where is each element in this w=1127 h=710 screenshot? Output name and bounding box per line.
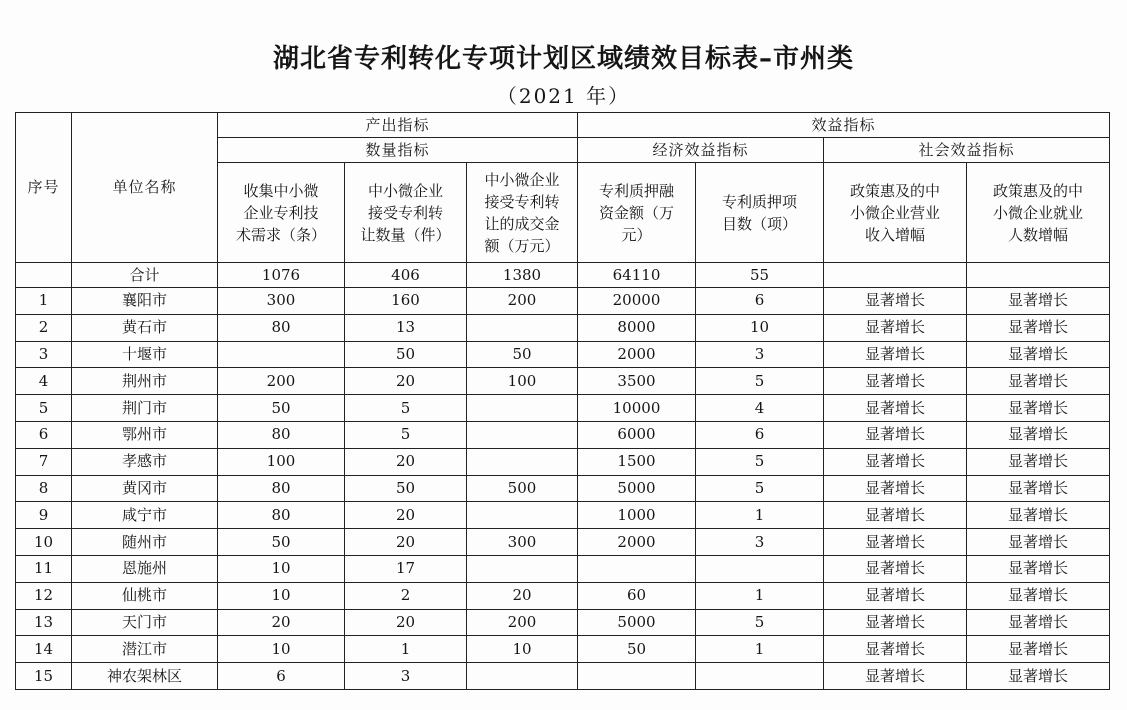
- row-pledge-count: 4: [696, 395, 824, 422]
- row-pledge-amount: 2000: [578, 529, 696, 556]
- row-transfers: 20: [345, 368, 467, 395]
- row-amount: [467, 448, 578, 475]
- row-amount: 200: [467, 609, 578, 636]
- row-employment-growth: 显著增长: [967, 609, 1110, 636]
- header-quantity-indicators: 数量指标: [218, 138, 578, 163]
- row-employment-growth: 显著增长: [967, 529, 1110, 556]
- row-unit-name: 十堰市: [72, 341, 218, 368]
- total-transfers: 406: [345, 263, 467, 288]
- row-transfers: 20: [345, 609, 467, 636]
- row-seq: 11: [16, 555, 72, 582]
- row-unit-name: 襄阳市: [72, 288, 218, 315]
- row-amount: 100: [467, 368, 578, 395]
- row-employment-growth: 显著增长: [967, 288, 1110, 315]
- row-demand: 10: [218, 582, 345, 609]
- row-pledge-count: 1: [696, 636, 824, 663]
- row-employment-growth: 显著增长: [967, 341, 1110, 368]
- row-amount: 500: [467, 475, 578, 502]
- row-amount: [467, 555, 578, 582]
- row-unit-name: 神农架林区: [72, 663, 218, 690]
- row-pledge-amount: [578, 663, 696, 690]
- row-employment-growth: 显著增长: [967, 502, 1110, 529]
- header-pledge-amount: 专利质押融 资金额（万 元）: [578, 163, 696, 263]
- row-employment-growth: 显著增长: [967, 421, 1110, 448]
- row-demand: 10: [218, 636, 345, 663]
- row-pledge-count: 6: [696, 288, 824, 315]
- row-employment-growth: 显著增长: [967, 368, 1110, 395]
- document-title: 湖北省专利转化专项计划区域绩效目标表–市州类: [272, 44, 854, 74]
- table-row: [16, 582, 1110, 609]
- total-revenue: [824, 263, 967, 288]
- row-pledge-count: 1: [696, 502, 824, 529]
- row-revenue-growth: 显著增长: [824, 448, 967, 475]
- row-demand: 80: [218, 421, 345, 448]
- table-row: [16, 288, 1110, 315]
- row-pledge-amount: 1500: [578, 448, 696, 475]
- row-demand: 300: [218, 288, 345, 315]
- total-seq: [16, 263, 72, 288]
- row-revenue-growth: 显著增长: [824, 582, 967, 609]
- row-seq: 6: [16, 421, 72, 448]
- row-revenue-growth: 显著增长: [824, 314, 967, 341]
- row-unit-name: 鄂州市: [72, 421, 218, 448]
- row-seq: 12: [16, 582, 72, 609]
- row-unit-name: 恩施州: [72, 555, 218, 582]
- header-revenue-growth: 政策惠及的中 小微企业营业 收入增幅: [824, 163, 967, 263]
- row-transfers: 3: [345, 663, 467, 690]
- row-amount: 20: [467, 582, 578, 609]
- row-transfers: 1: [345, 636, 467, 663]
- row-employment-growth: 显著增长: [967, 663, 1110, 690]
- header-transfer-amount: 中小微企业 接受专利转 让的成交金 额（万元）: [467, 163, 578, 263]
- row-pledge-count: [696, 663, 824, 690]
- row-pledge-amount: 1000: [578, 502, 696, 529]
- row-transfers: 160: [345, 288, 467, 315]
- row-pledge-amount: 50: [578, 636, 696, 663]
- row-unit-name: 潜江市: [72, 636, 218, 663]
- table-row: [16, 314, 1110, 341]
- row-employment-growth: 显著增长: [967, 555, 1110, 582]
- row-seq: 1: [16, 288, 72, 315]
- header-benefit-indicators: 效益指标: [578, 113, 1110, 138]
- row-pledge-amount: 3500: [578, 368, 696, 395]
- row-employment-growth: 显著增长: [967, 475, 1110, 502]
- row-revenue-growth: 显著增长: [824, 421, 967, 448]
- row-revenue-growth: 显著增长: [824, 502, 967, 529]
- row-demand: 6: [218, 663, 345, 690]
- table-row: [16, 395, 1110, 422]
- row-transfers: 17: [345, 555, 467, 582]
- row-revenue-growth: 显著增长: [824, 475, 967, 502]
- row-revenue-growth: 显著增长: [824, 609, 967, 636]
- row-seq: 15: [16, 663, 72, 690]
- row-unit-name: 仙桃市: [72, 582, 218, 609]
- row-amount: [467, 502, 578, 529]
- row-employment-growth: 显著增长: [967, 636, 1110, 663]
- table-row: [16, 529, 1110, 556]
- row-amount: [467, 395, 578, 422]
- row-amount: 10: [467, 636, 578, 663]
- row-transfers: 20: [345, 529, 467, 556]
- row-pledge-count: 3: [696, 341, 824, 368]
- row-pledge-count: 5: [696, 448, 824, 475]
- row-unit-name: 随州市: [72, 529, 218, 556]
- table-row: [16, 555, 1110, 582]
- total-demand: 1076: [218, 263, 345, 288]
- total-amount: 1380: [467, 263, 578, 288]
- table-row: [16, 448, 1110, 475]
- row-amount: 50: [467, 341, 578, 368]
- row-seq: 14: [16, 636, 72, 663]
- row-transfers: 20: [345, 448, 467, 475]
- row-seq: 10: [16, 529, 72, 556]
- header-economic-indicators: 经济效益指标: [578, 138, 824, 163]
- row-transfers: 50: [345, 475, 467, 502]
- row-demand: 80: [218, 475, 345, 502]
- row-unit-name: 荆州市: [72, 368, 218, 395]
- header-transfer-count: 中小微企业 接受专利转 让数量（件）: [345, 163, 467, 263]
- table-row: [16, 341, 1110, 368]
- row-revenue-growth: 显著增长: [824, 529, 967, 556]
- table-row: [16, 368, 1110, 395]
- row-amount: [467, 421, 578, 448]
- total-pledge-amount: 64110: [578, 263, 696, 288]
- row-revenue-growth: 显著增长: [824, 636, 967, 663]
- row-pledge-amount: 2000: [578, 341, 696, 368]
- row-unit-name: 黄冈市: [72, 475, 218, 502]
- row-pledge-amount: 10000: [578, 395, 696, 422]
- row-pledge-count: 5: [696, 475, 824, 502]
- row-seq: 8: [16, 475, 72, 502]
- row-seq: 7: [16, 448, 72, 475]
- row-seq: 4: [16, 368, 72, 395]
- row-employment-growth: 显著增长: [967, 314, 1110, 341]
- row-pledge-count: 10: [696, 314, 824, 341]
- row-transfers: 50: [345, 341, 467, 368]
- row-seq: 13: [16, 609, 72, 636]
- table-row: [16, 609, 1110, 636]
- row-demand: 50: [218, 529, 345, 556]
- total-label: 合计: [72, 263, 218, 288]
- row-seq: 3: [16, 341, 72, 368]
- row-unit-name: 咸宁市: [72, 502, 218, 529]
- row-pledge-count: 5: [696, 609, 824, 636]
- row-demand: 100: [218, 448, 345, 475]
- row-employment-growth: 显著增长: [967, 582, 1110, 609]
- row-amount: [467, 663, 578, 690]
- row-revenue-growth: 显著增长: [824, 288, 967, 315]
- row-pledge-count: 5: [696, 368, 824, 395]
- row-unit-name: 天门市: [72, 609, 218, 636]
- row-pledge-count: 3: [696, 529, 824, 556]
- table-row: [16, 502, 1110, 529]
- row-transfers: 5: [345, 421, 467, 448]
- table-row: [16, 475, 1110, 502]
- row-unit-name: 荆门市: [72, 395, 218, 422]
- row-revenue-growth: 显著增长: [824, 555, 967, 582]
- total-employment: [967, 263, 1110, 288]
- row-seq: 9: [16, 502, 72, 529]
- row-demand: 10: [218, 555, 345, 582]
- header-output-indicators: 产出指标: [218, 113, 578, 138]
- row-pledge-count: 6: [696, 421, 824, 448]
- row-pledge-amount: 5000: [578, 609, 696, 636]
- table-row: [16, 421, 1110, 448]
- row-revenue-growth: 显著增长: [824, 395, 967, 422]
- header-demand-collected: 收集中小微 企业专利技 术需求（条）: [218, 163, 345, 263]
- row-amount: 200: [467, 288, 578, 315]
- row-seq: 5: [16, 395, 72, 422]
- total-pledge-count: 55: [696, 263, 824, 288]
- header-seq: 序号: [16, 113, 72, 263]
- row-pledge-count: 1: [696, 582, 824, 609]
- row-demand: 80: [218, 314, 345, 341]
- row-demand: 200: [218, 368, 345, 395]
- row-unit-name: 黄石市: [72, 314, 218, 341]
- total-row: [16, 263, 1110, 288]
- row-amount: 300: [467, 529, 578, 556]
- row-pledge-amount: 20000: [578, 288, 696, 315]
- row-transfers: 13: [345, 314, 467, 341]
- header-pledge-count: 专利质押项 目数（项）: [696, 163, 824, 263]
- row-employment-growth: 显著增长: [967, 395, 1110, 422]
- row-pledge-amount: [578, 555, 696, 582]
- row-pledge-count: [696, 555, 824, 582]
- table-row: [16, 663, 1110, 690]
- row-pledge-amount: 60: [578, 582, 696, 609]
- row-revenue-growth: 显著增长: [824, 341, 967, 368]
- table-row: [16, 636, 1110, 663]
- header-unit-name: 单位名称: [72, 113, 218, 263]
- row-demand: [218, 341, 345, 368]
- row-pledge-amount: 6000: [578, 421, 696, 448]
- row-revenue-growth: 显著增长: [824, 663, 967, 690]
- row-seq: 2: [16, 314, 72, 341]
- row-demand: 50: [218, 395, 345, 422]
- row-demand: 20: [218, 609, 345, 636]
- row-transfers: 2: [345, 582, 467, 609]
- performance-target-table: [15, 112, 1110, 690]
- document-year: （2021 年）: [496, 84, 631, 108]
- row-employment-growth: 显著增长: [967, 448, 1110, 475]
- row-pledge-amount: 5000: [578, 475, 696, 502]
- row-pledge-amount: 8000: [578, 314, 696, 341]
- row-transfers: 20: [345, 502, 467, 529]
- header-social-indicators: 社会效益指标: [824, 138, 1110, 163]
- row-revenue-growth: 显著增长: [824, 368, 967, 395]
- row-amount: [467, 314, 578, 341]
- header-employment-growth: 政策惠及的中 小微企业就业 人数增幅: [967, 163, 1110, 263]
- row-transfers: 5: [345, 395, 467, 422]
- row-demand: 80: [218, 502, 345, 529]
- row-unit-name: 孝感市: [72, 448, 218, 475]
